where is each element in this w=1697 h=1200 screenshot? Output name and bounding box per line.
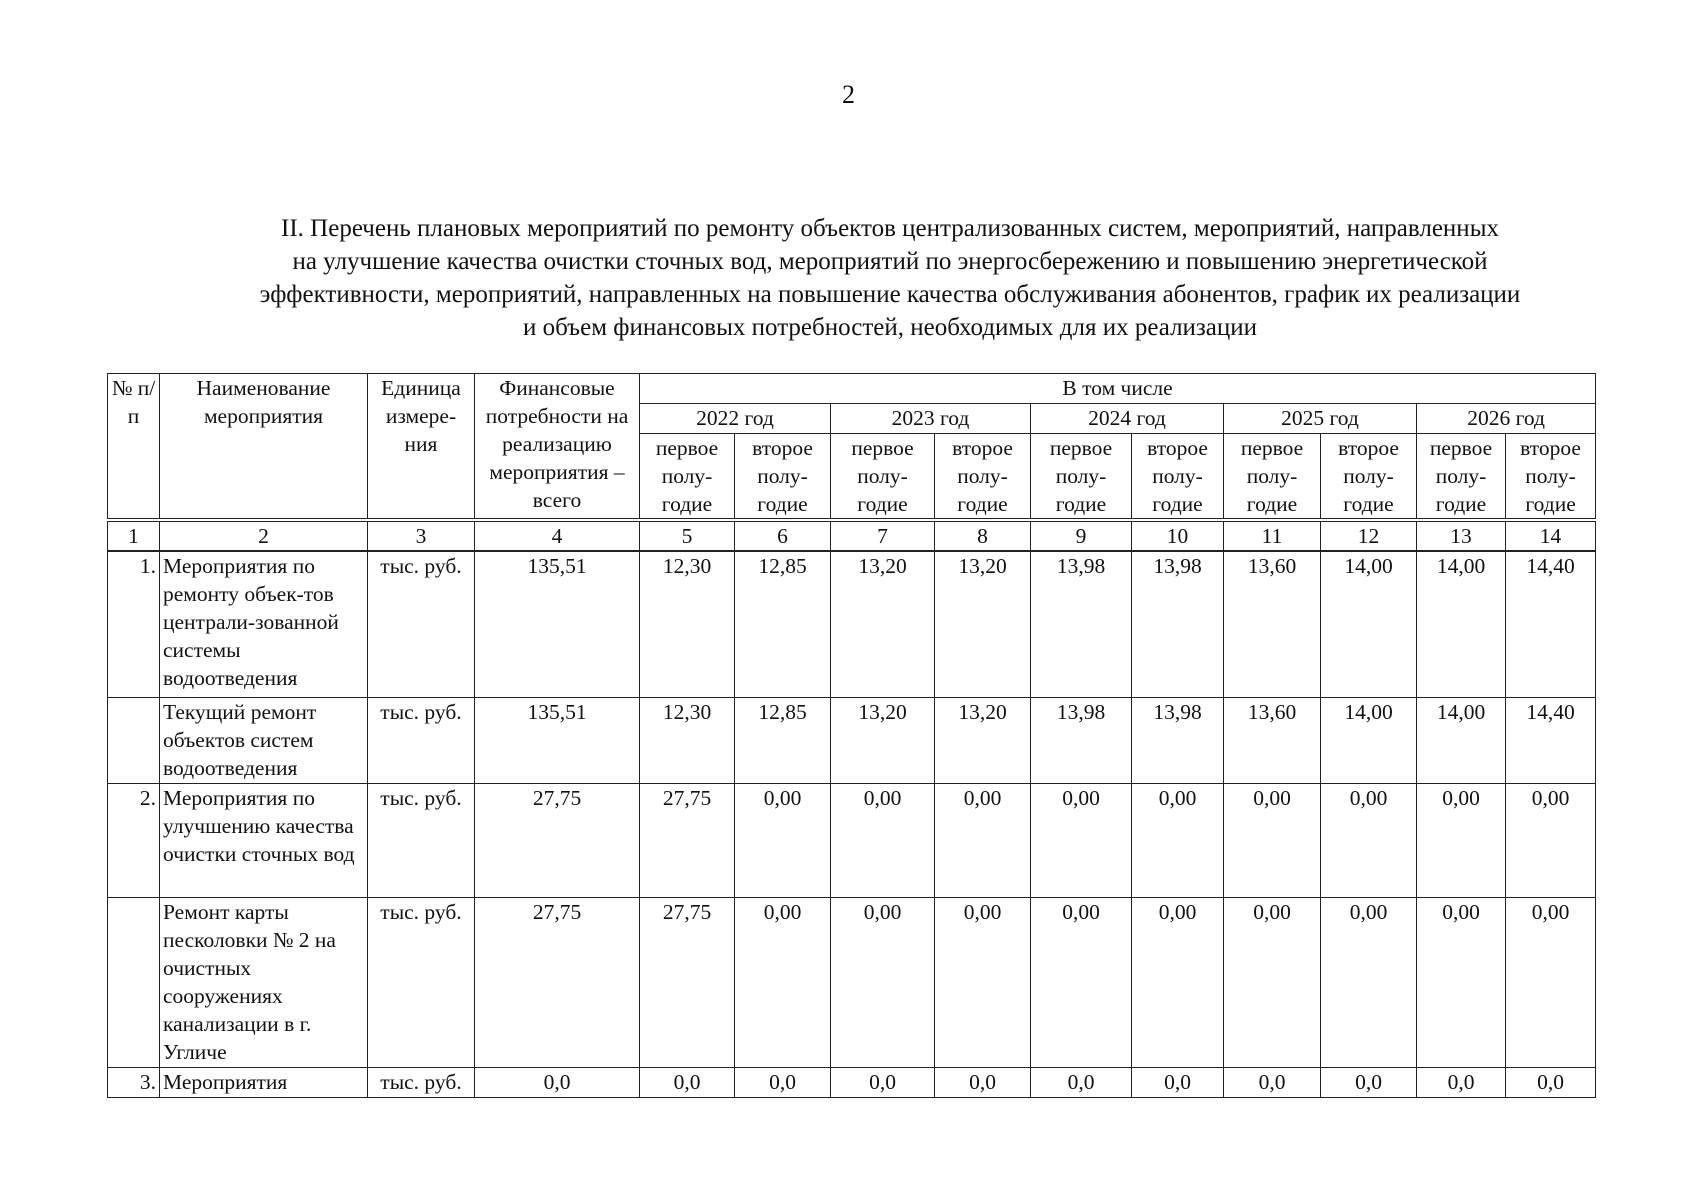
row-value: 0,00 <box>1506 783 1596 897</box>
header-including: В том числе <box>640 374 1596 404</box>
table-row <box>108 551 1596 697</box>
row-value: 27,75 <box>640 897 735 1067</box>
column-number: 12 <box>1321 520 1417 551</box>
row-value: 0,0 <box>1031 1067 1132 1097</box>
column-number: 13 <box>1417 520 1506 551</box>
column-number: 14 <box>1506 520 1596 551</box>
header-half-second: второе полу-годие <box>1506 434 1596 521</box>
row-value: 14,40 <box>1506 697 1596 783</box>
row-total: 27,75 <box>475 783 640 897</box>
column-number: 11 <box>1224 520 1321 551</box>
row-value: 0,00 <box>1417 783 1506 897</box>
column-number: 10 <box>1132 520 1224 551</box>
row-value: 14,00 <box>1321 697 1417 783</box>
row-name: Мероприятия по ремонту объек-тов централи-зованной системы водоотведения <box>160 551 368 697</box>
title-line: на улучшение качества очистки сточных вод, мероприятий по энергосбережению и повышению энергетической <box>292 248 1488 275</box>
row-value: 13,60 <box>1224 551 1321 697</box>
row-value: 13,98 <box>1132 697 1224 783</box>
row-value: 13,20 <box>831 551 935 697</box>
row-unit: тыс. руб. <box>368 551 475 697</box>
row-value: 0,00 <box>1417 897 1506 1067</box>
header-total: Финансовые потребности на реализацию мероприятия – всего <box>475 374 640 521</box>
column-number: 2 <box>160 520 368 551</box>
row-value: 0,00 <box>1321 897 1417 1067</box>
row-num <box>108 897 160 1067</box>
row-value: 0,0 <box>1224 1067 1321 1097</box>
row-value: 0,0 <box>1417 1067 1506 1097</box>
row-value: 0,0 <box>1321 1067 1417 1097</box>
row-value: 0,00 <box>735 897 831 1067</box>
plan-table <box>107 373 1596 1098</box>
row-unit: тыс. руб. <box>368 1067 475 1097</box>
row-value: 0,0 <box>1506 1067 1596 1097</box>
title-line: и объем финансовых потребностей, необходимых для их реализации <box>522 314 1258 341</box>
row-value: 0,00 <box>1321 783 1417 897</box>
row-unit: тыс. руб. <box>368 697 475 783</box>
row-value: 0,00 <box>1506 897 1596 1067</box>
row-value: 12,85 <box>735 697 831 783</box>
header-half-first: первое полу-годие <box>1417 434 1506 521</box>
table-row <box>108 697 1596 783</box>
row-value: 0,00 <box>1031 897 1132 1067</box>
row-value: 0,00 <box>1031 783 1132 897</box>
row-value: 0,0 <box>935 1067 1031 1097</box>
column-number: 6 <box>735 520 831 551</box>
table-row <box>108 1067 1596 1097</box>
row-value: 0,00 <box>1132 897 1224 1067</box>
header-half-second: второе полу-годие <box>1321 434 1417 521</box>
row-total: 27,75 <box>475 897 640 1067</box>
column-number: 7 <box>831 520 935 551</box>
header-year: 2026 год <box>1417 404 1596 434</box>
row-value: 13,20 <box>935 697 1031 783</box>
header-year: 2022 год <box>640 404 831 434</box>
column-number: 9 <box>1031 520 1132 551</box>
row-value: 0,0 <box>831 1067 935 1097</box>
row-num: 1. <box>108 551 160 697</box>
header-half-first: первое полу-годие <box>1031 434 1132 521</box>
row-value: 0,00 <box>935 783 1031 897</box>
row-value: 13,98 <box>1031 697 1132 783</box>
row-total: 135,51 <box>475 697 640 783</box>
header-half-first: первое полу-годие <box>640 434 735 521</box>
row-name: Текущий ремонт объектов систем водоотведения <box>160 697 368 783</box>
row-name: Мероприятия <box>160 1067 368 1097</box>
row-value: 0,00 <box>1132 783 1224 897</box>
row-value: 12,30 <box>640 551 735 697</box>
row-value: 27,75 <box>640 783 735 897</box>
row-value: 14,00 <box>1417 697 1506 783</box>
title-line: II. Перечень плановых мероприятий по ремонту объектов централизованных систем, мероприятий, направленных <box>281 215 1499 242</box>
row-value: 12,85 <box>735 551 831 697</box>
header-half-second: второе полу-годие <box>735 434 831 521</box>
row-value: 12,30 <box>640 697 735 783</box>
row-value: 0,0 <box>735 1067 831 1097</box>
row-unit: тыс. руб. <box>368 783 475 897</box>
row-value: 13,20 <box>831 697 935 783</box>
header-year: 2023 год <box>831 404 1031 434</box>
column-number: 3 <box>368 520 475 551</box>
header-half-first: первое полу-годие <box>831 434 935 521</box>
row-value: 0,00 <box>935 897 1031 1067</box>
row-total: 135,51 <box>475 551 640 697</box>
row-value: 13,20 <box>935 551 1031 697</box>
column-number: 4 <box>475 520 640 551</box>
row-value: 0,0 <box>1132 1067 1224 1097</box>
header-half-second: второе полу-годие <box>1132 434 1224 521</box>
row-value: 14,00 <box>1417 551 1506 697</box>
header-year: 2024 год <box>1031 404 1224 434</box>
column-number: 1 <box>108 520 160 551</box>
header-num: № п/п <box>108 374 160 521</box>
row-value: 0,00 <box>1224 897 1321 1067</box>
column-number: 8 <box>935 520 1031 551</box>
row-value: 0,0 <box>640 1067 735 1097</box>
row-value: 0,00 <box>735 783 831 897</box>
row-total: 0,0 <box>475 1067 640 1097</box>
row-value: 14,40 <box>1506 551 1596 697</box>
row-value: 0,00 <box>831 897 935 1067</box>
header-year: 2025 год <box>1224 404 1417 434</box>
row-name: Ремонт карты песколовки № 2 на очистных сооружениях канализации в г. Угличе <box>160 897 368 1067</box>
row-value: 14,00 <box>1321 551 1417 697</box>
row-name: Мероприятия по улучшению качества очистки сточных вод <box>160 783 368 897</box>
row-num <box>108 697 160 783</box>
header-name: Наименование мероприятия <box>160 374 368 521</box>
header-unit: Единица измере-ния <box>368 374 475 521</box>
row-unit: тыс. руб. <box>368 897 475 1067</box>
row-value: 0,00 <box>831 783 935 897</box>
row-num: 2. <box>108 783 160 897</box>
row-value: 0,00 <box>1224 783 1321 897</box>
title-line: эффективности, мероприятий, направленных на повышение качества обслуживания абонентов, график их реализации <box>259 281 1521 308</box>
header-half-second: второе полу-годие <box>935 434 1031 521</box>
table-row <box>108 783 1596 897</box>
document-title <box>100 212 1680 344</box>
row-value: 13,98 <box>1132 551 1224 697</box>
row-num: 3. <box>108 1067 160 1097</box>
row-value: 13,98 <box>1031 551 1132 697</box>
header-half-first: первое полу-годие <box>1224 434 1321 521</box>
column-number: 5 <box>640 520 735 551</box>
table-row <box>108 897 1596 1067</box>
page-number: 2 <box>842 80 855 109</box>
row-value: 13,60 <box>1224 697 1321 783</box>
